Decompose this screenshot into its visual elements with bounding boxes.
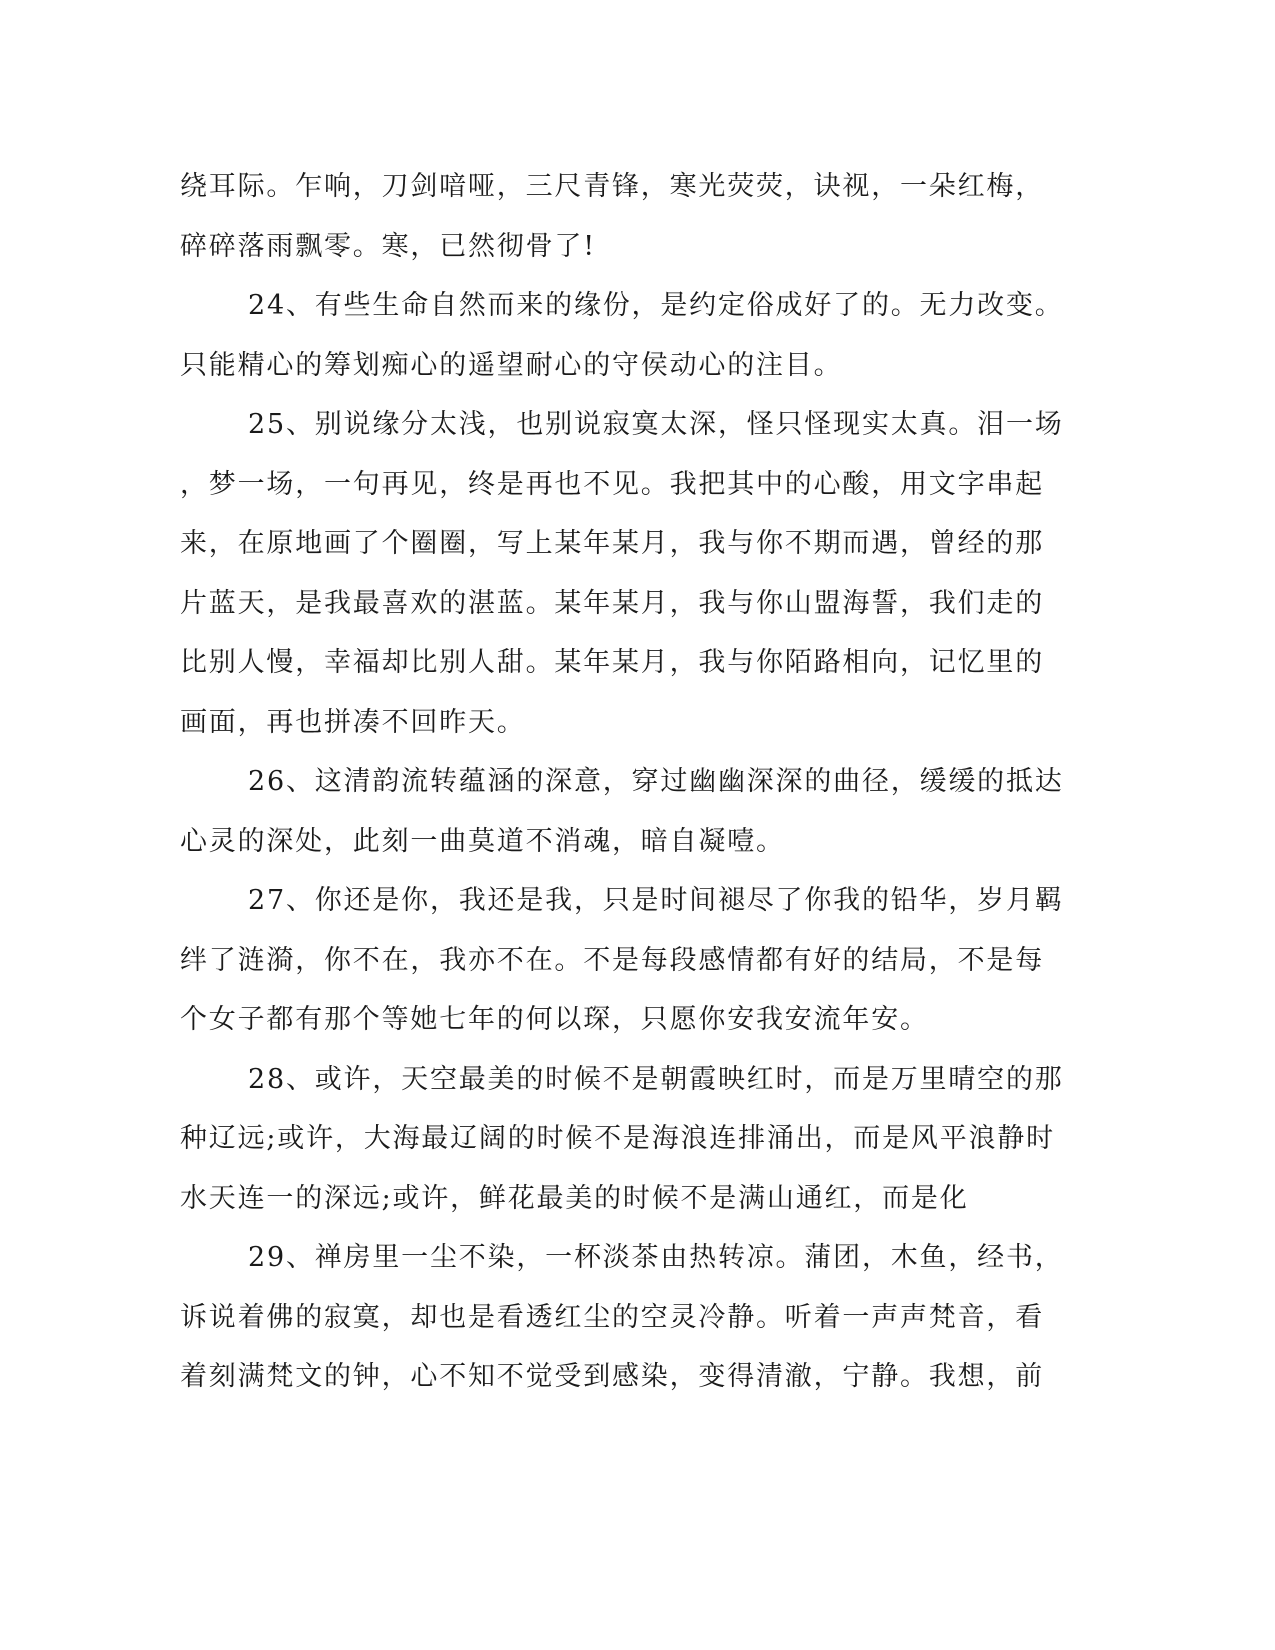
paragraph-29-line-1: 29、禅房里一尘不染，一杯淡茶由热转凉。蒲团，木鱼，经书，	[248, 1242, 1064, 1273]
paragraph-25-line-2: ，梦一场，一句再见，终是再也不见。我把其中的心酸，用文字串起	[180, 468, 1044, 500]
paragraph-25-line-6: 画面，再也拼凑不回昨天。	[180, 706, 526, 738]
paragraph-29-line-2: 诉说着佛的寂寞，却也是看透红尘的空灵冷静。听着一声声梵音，看	[180, 1301, 1044, 1333]
text-line-2: 碎碎落雨飘零。寒，已然彻骨了!	[180, 230, 596, 262]
paragraph-29-line-3: 着刻满梵文的钟，心不知不觉受到感染，变得清澈，宁静。我想，前	[180, 1361, 1044, 1392]
paragraph-25-line-1: 25、别说缘分太浅，也别说寂寞太深，怪只怪现实太真。泪一场	[248, 409, 1064, 440]
paragraph-26-line-2: 心灵的深处，此刻一曲莫道不消魂，暗自凝噎。	[180, 825, 785, 857]
paragraph-28-line-2: 种辽远;或许，大海最辽阔的时候不是海浪连排涌出，而是风平浪静时	[180, 1123, 1055, 1154]
paragraph-25-line-4: 片蓝天，是我最喜欢的湛蓝。某年某月，我与你山盟海誓，我们走的	[180, 587, 1044, 619]
paragraph-28-line-3: 水天连一的深远;或许，鲜花最美的时候不是满山通红，而是化	[180, 1182, 969, 1214]
paragraph-28-line-1: 28、或许，天空最美的时候不是朝霞映红时，而是万里晴空的那	[248, 1063, 1064, 1095]
paragraph-25-line-5: 比别人慢，幸福却比别人甜。某年某月，我与你陌路相向，记忆里的	[180, 647, 1044, 678]
paragraph-27-line-2: 绊了涟漪，你不在，我亦不在。不是每段感情都有好的结局，不是每	[180, 944, 1044, 976]
document-body	[180, 157, 1080, 1407]
paragraph-27-line-1: 27、你还是你，我还是我，只是时间褪尽了你我的铅华，岁月羁	[248, 885, 1064, 916]
paragraph-26-line-1: 26、这清韵流转蕴涵的深意，穿过幽幽深深的曲径，缓缓的抵达	[248, 766, 1064, 797]
text-line-1: 绕耳际。乍响，刀剑喑哑，三尺青锋，寒光荧荧，诀视，一朵红梅，	[180, 171, 1044, 202]
paragraph-25-line-3: 来，在原地画了个圈圈，写上某年某月，我与你不期而遇，曾经的那	[180, 528, 1044, 559]
paragraph-24-line-1: 24、有些生命自然而来的缘份，是约定俗成好了的。无力改变。	[248, 290, 1064, 321]
paragraph-24-line-2: 只能精心的筹划痴心的遥望耐心的守侯动心的注目。	[180, 349, 843, 381]
paragraph-27-line-3: 个女子都有那个等她七年的何以琛，只愿你安我安流年安。	[180, 1004, 929, 1035]
